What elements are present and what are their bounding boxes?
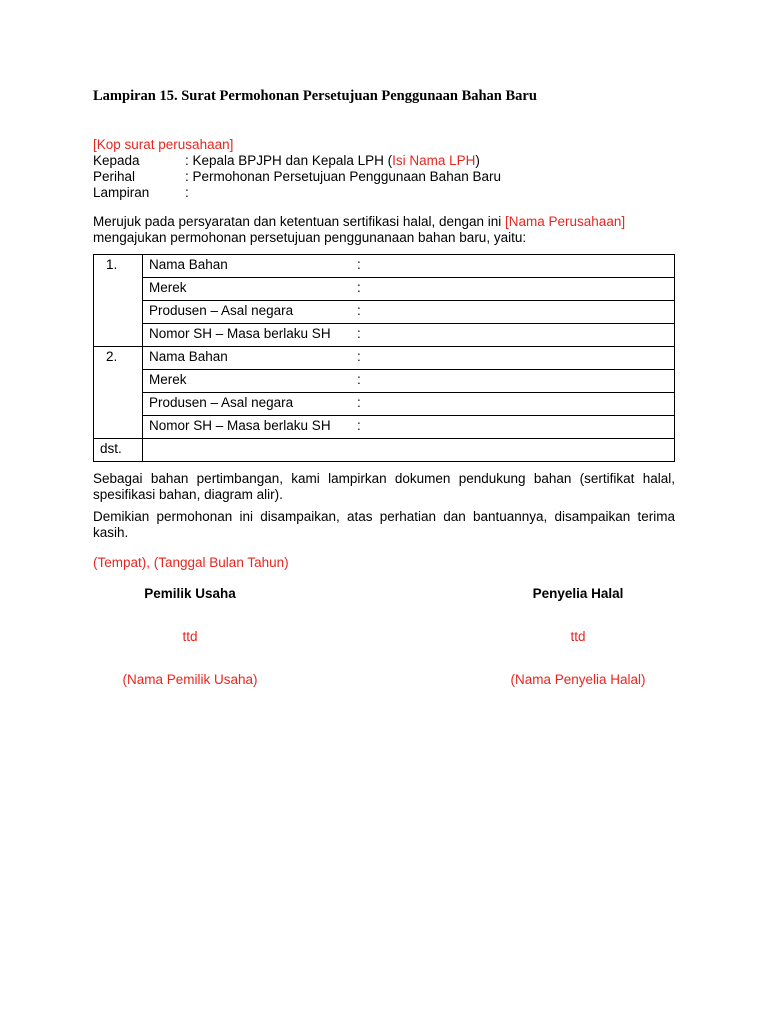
field-cell (143, 255, 675, 278)
intro-text: Merujuk pada persyaratan dan ketentuan sertifikasi halal, dengan ini (93, 214, 506, 229)
field-colon: : (357, 395, 361, 410)
field-colon: : (357, 372, 361, 387)
field-name: Produsen – Asal negara (149, 395, 294, 410)
field-colon: : (357, 326, 361, 341)
field-name: Nama Bahan (149, 257, 228, 272)
place-date-placeholder: (Tempat), (Tanggal Bulan Tahun) (93, 555, 289, 570)
table-row (94, 255, 675, 278)
intro-text-continued: mengajukan permohonan persetujuan penggunanaan bahan baru, yaitu: (93, 230, 527, 245)
field-cell (143, 301, 675, 324)
lampiran-value: : (185, 185, 189, 200)
field-cell (143, 393, 675, 416)
company-name-placeholder: [Nama Perusahaan] (505, 214, 626, 229)
field-name: Merek (149, 280, 187, 295)
kepada-value: : Kepala BPJPH dan Kepala LPH ( (185, 153, 393, 168)
item-number: 1. (94, 255, 143, 347)
field-colon: : (357, 257, 361, 272)
table-row (94, 347, 675, 370)
signature-right (481, 586, 675, 687)
lph-name-placeholder: Isi Nama LPH (392, 153, 476, 168)
field-cell (143, 324, 675, 347)
table-row (94, 370, 675, 393)
etc-label: dst. (94, 439, 143, 462)
lampiran-label: Lampiran (93, 185, 150, 200)
kepada-suffix: ) (475, 153, 480, 168)
closing-paragraph: Demikian permohonan ini disampaikan, atas perhatian dan bantuannya, disampaikan terima kasih. (93, 509, 675, 540)
field-name: Merek (149, 372, 187, 387)
kepada-row (93, 153, 480, 169)
table-row (94, 278, 675, 301)
etc-cell (143, 439, 675, 462)
field-cell (143, 370, 675, 393)
table-row (94, 324, 675, 347)
field-colon: : (357, 280, 361, 295)
item-number: 2. (94, 347, 143, 439)
material-table (93, 254, 675, 462)
table-row (94, 416, 675, 439)
signature-left (93, 586, 287, 687)
field-colon: : (357, 303, 361, 318)
field-cell (143, 347, 675, 370)
perihal-label: Perihal (93, 169, 136, 184)
kepada-label: Kepada (93, 153, 140, 168)
perihal-value: : Permohonan Persetujuan Penggunaan Bahan Baru (185, 169, 501, 184)
document-title: Lampiran 15. Surat Permohonan Persetujuan Penggunaan Bahan Baru (93, 88, 537, 104)
signature-right-name: (Nama Penyelia Halal) (510, 672, 646, 687)
table-row-etc (94, 439, 675, 462)
signature-right-ttd: ttd (570, 629, 586, 644)
signature-left-ttd: ttd (182, 629, 198, 644)
field-name: Produsen – Asal negara (149, 303, 294, 318)
table-row (94, 301, 675, 324)
attachments-paragraph: Sebagai bahan pertimbangan, kami lampirkan dokumen pendukung bahan (sertifikat halal, spesifikasi bahan, diagram alir). (93, 471, 675, 502)
letterhead-placeholder: [Kop surat perusahaan] (93, 137, 234, 152)
field-name: Nomor SH – Masa berlaku SH (149, 418, 331, 433)
signature-right-title: Penyelia Halal (532, 586, 624, 601)
field-cell (143, 416, 675, 439)
signature-left-title: Pemilik Usaha (144, 586, 236, 601)
field-name: Nomor SH – Masa berlaku SH (149, 326, 331, 341)
field-name: Nama Bahan (149, 349, 228, 364)
lampiran-row (93, 185, 189, 201)
perihal-row (93, 169, 501, 185)
field-colon: : (357, 418, 361, 433)
table-row (94, 393, 675, 416)
field-cell (143, 278, 675, 301)
intro-paragraph (93, 214, 675, 246)
signature-left-name: (Nama Pemilik Usaha) (122, 672, 258, 687)
field-colon: : (357, 349, 361, 364)
